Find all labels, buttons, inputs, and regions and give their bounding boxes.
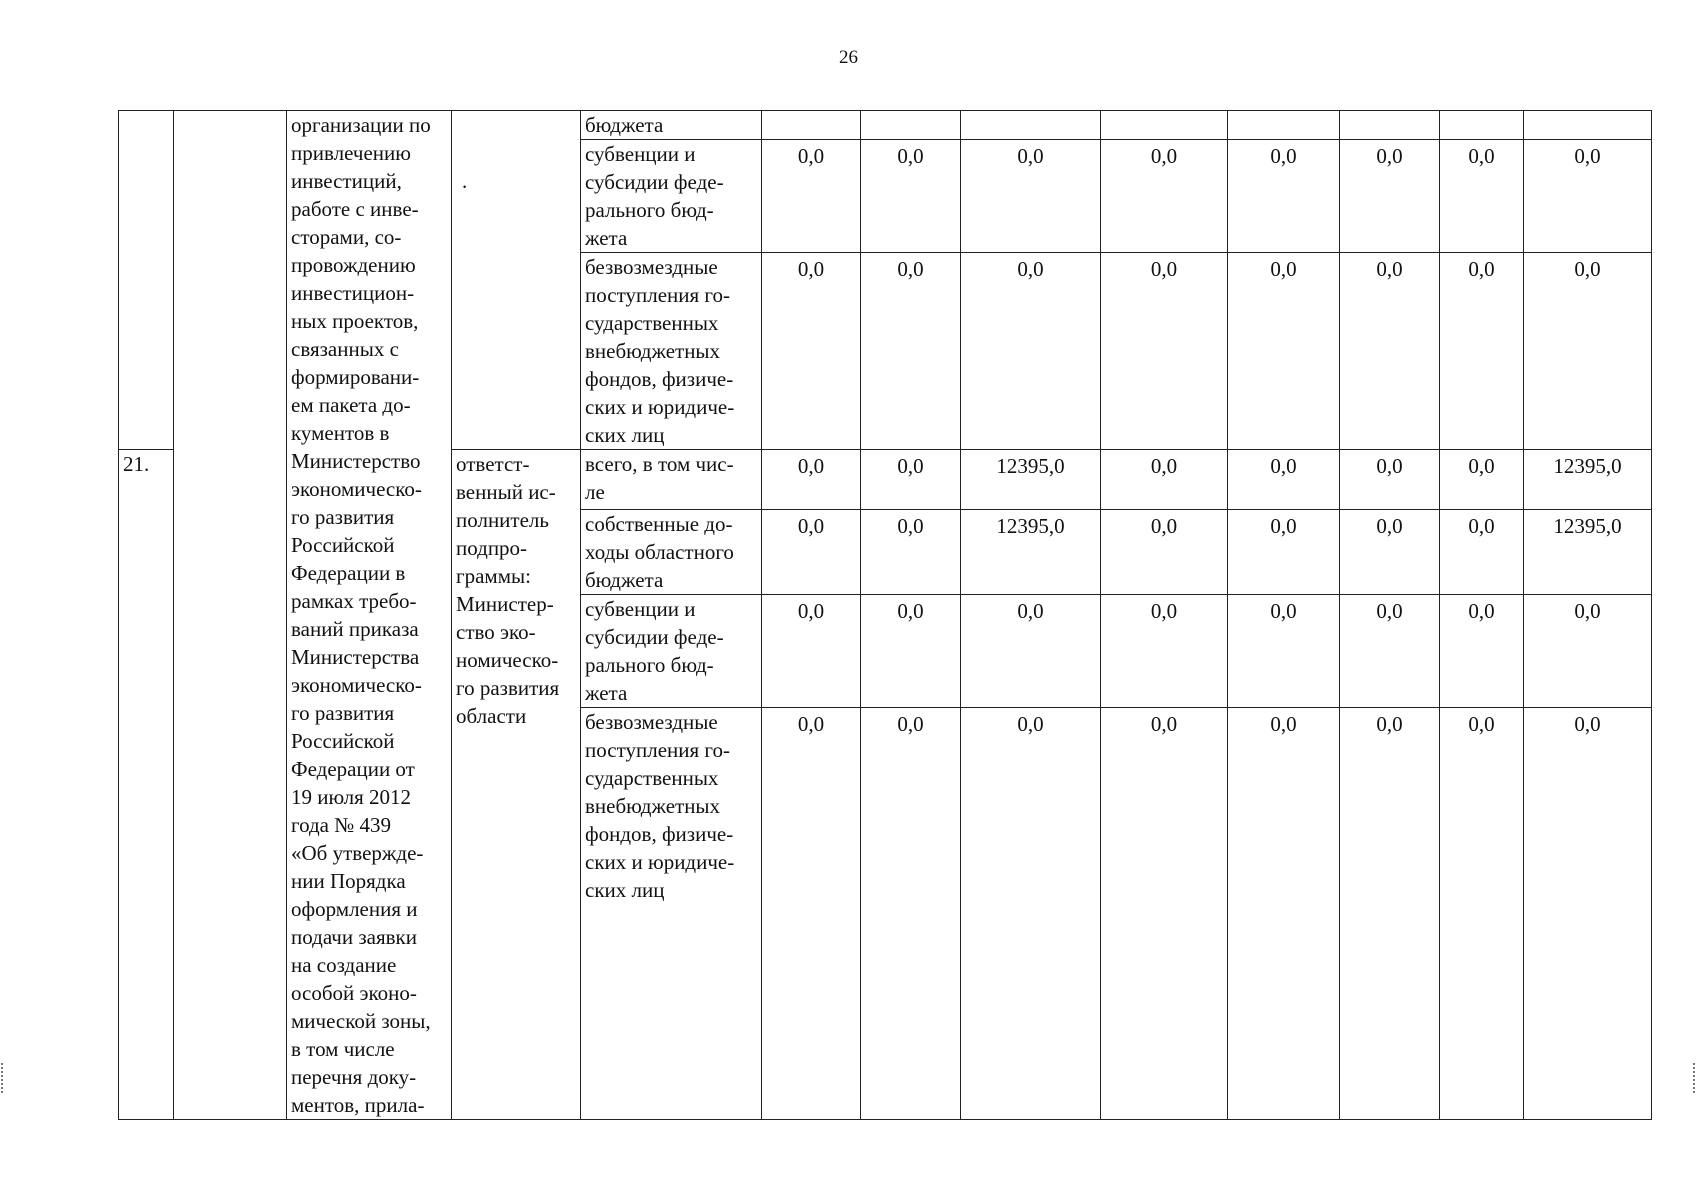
value-cell: 0,0 [1228,510,1340,595]
value-cell: 0,0 [762,253,861,450]
value-cell: 0,0 [1524,595,1652,708]
value-cell: 0,0 [762,708,861,1120]
value-cell: 0,0 [861,708,961,1120]
scan-edge-mark-right [1693,1063,1697,1093]
value-cell: 0,0 [1228,140,1340,253]
value-cell: 0,0 [1101,140,1228,253]
value-cell: 0,0 [961,595,1101,708]
source-cell: безвозмездные поступления го- сударственных внебюджетных фондов, физиче- ских и юридиче- ских лиц [581,253,762,450]
value-cell: 0,0 [1340,253,1440,450]
value-cell: 0,0 [1228,708,1340,1120]
value-cell [1440,111,1524,140]
scan-edge-mark-left [1,1063,5,1093]
value-cell: 0,0 [861,253,961,450]
value-cell: 0,0 [1524,253,1652,450]
activity-description: организации по привлечению инвестиций, работе с инве- сторами, со- провождению инвестицион- ных проектов, связанных с формировани- ем пакета до- кументов в Министерство экономическо- го развития Российской Федерации в рамках требо- ваний приказа Министерства экономическо- го развития Российской Федерации от 19 июля 2012 года № 439 «Об утвержде- нии Порядка оформления и подачи заявки на создание особой эконо- мической зоны, в том числе перечня доку- ментов, прила- [287,111,452,1120]
value-cell: 0,0 [1101,595,1228,708]
executor-mark: . [462,169,468,193]
value-cell: 0,0 [1340,595,1440,708]
value-cell: 0,0 [1228,450,1340,510]
source-cell: бюджета [581,111,762,140]
value-cell [961,111,1101,140]
source-cell: субвенции и субсидии феде- рального бюд- жета [581,140,762,253]
value-cell: 0,0 [1101,510,1228,595]
value-cell: 0,0 [1440,140,1524,253]
value-cell: 0,0 [1440,595,1524,708]
value-cell: 0,0 [861,510,961,595]
value-cell: 0,0 [762,510,861,595]
budget-table [118,110,1652,1120]
page-number: 26 [839,47,858,68]
number-cell-upper [119,111,174,450]
value-cell: 0,0 [861,450,961,510]
value-cell: 0,0 [762,450,861,510]
value-cell [861,111,961,140]
value-cell [1340,111,1440,140]
value-cell: 0,0 [1340,708,1440,1120]
executor-cell: ответст- венный ис- полнитель подпро- граммы: Министер- ство эко- номическо- го развития области [452,450,581,1120]
value-cell: 0,0 [1440,510,1524,595]
value-cell: 0,0 [1524,708,1652,1120]
value-cell: 0,0 [762,595,861,708]
value-cell: 0,0 [762,140,861,253]
value-cell: 12395,0 [961,450,1101,510]
table-row [119,111,1652,140]
value-cell: 12395,0 [961,510,1101,595]
value-cell: 12395,0 [1524,510,1652,595]
value-cell: 0,0 [1101,253,1228,450]
value-cell: 0,0 [1228,253,1340,450]
source-cell: всего, в том чис- ле [581,450,762,510]
value-cell: 0,0 [861,140,961,253]
value-cell [1101,111,1228,140]
value-cell [1228,111,1340,140]
value-cell: 0,0 [1440,708,1524,1120]
source-cell: собственные до- ходы областного бюджета [581,510,762,595]
value-cell: 12395,0 [1524,450,1652,510]
source-cell: субвенции и субсидии феде- рального бюд- жета [581,595,762,708]
value-cell: 0,0 [1101,708,1228,1120]
value-cell: 0,0 [961,140,1101,253]
value-cell: 0,0 [1340,140,1440,253]
value-cell: 0,0 [1524,140,1652,253]
value-cell [1524,111,1652,140]
value-cell: 0,0 [1340,510,1440,595]
value-cell: 0,0 [961,253,1101,450]
value-cell: 0,0 [1101,450,1228,510]
value-cell: 0,0 [1440,450,1524,510]
executor-cell-upper [452,111,581,450]
value-cell: 0,0 [861,595,961,708]
value-cell: 0,0 [1228,595,1340,708]
value-cell: 0,0 [1340,450,1440,510]
value-cell [762,111,861,140]
blank-column-cell [174,111,287,1120]
value-cell: 0,0 [961,708,1101,1120]
value-cell: 0,0 [1440,253,1524,450]
row-number: 21. [119,450,174,1120]
source-cell: безвозмездные поступления го- сударственных внебюджетных фондов, физиче- ских и юридиче- ских лиц [581,708,762,1120]
